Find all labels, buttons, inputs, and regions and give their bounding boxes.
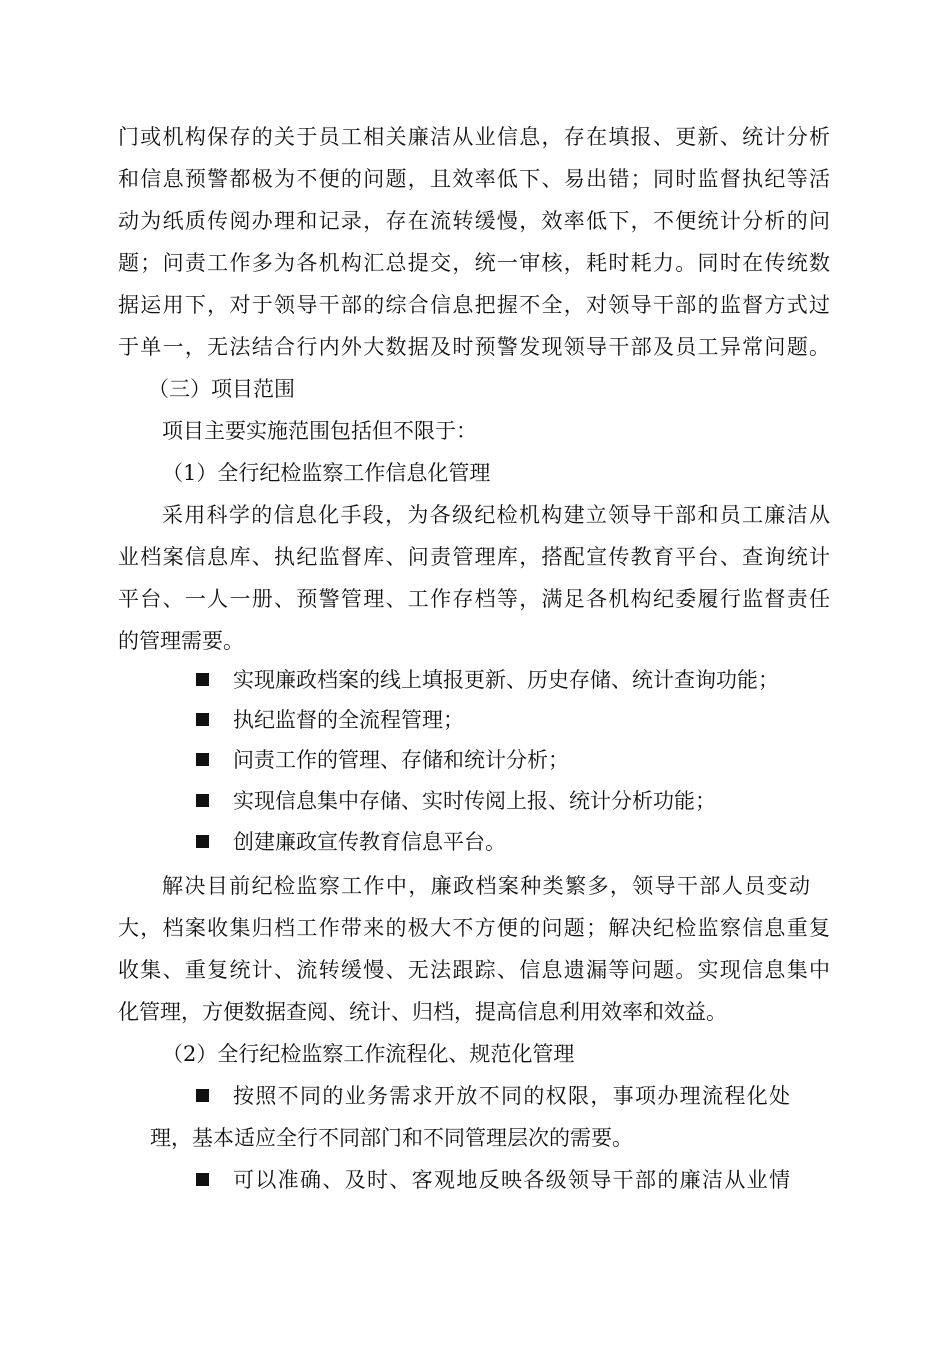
bullet-item: 按照不同的业务需求开放不同的权限，事项办理流程化处 — [233, 1084, 790, 1108]
paragraph-line: 题；问责工作多为各机构汇总提交，统一审核，耗时耗力。同时在传统数 — [118, 251, 830, 275]
scope-intro: 项目主要实施范围包括但不限于： — [162, 419, 477, 443]
item-heading: （1）全行纪检监察工作信息化管理 — [162, 461, 491, 485]
bullet-item: 创建廉政宣传教育信息平台。 — [233, 830, 506, 854]
paragraph-line: 的管理需要。 — [118, 629, 244, 653]
section-heading: （三）项目范围 — [148, 377, 295, 401]
bullet-item: 问责工作的管理、存储和统计分析； — [233, 748, 569, 772]
paragraph-line: 于单一，无法结合行内外大数据及时预警发现领导干部及员工异常问题。 — [118, 335, 830, 359]
square-bullet-icon — [196, 835, 209, 848]
square-bullet-icon — [196, 1089, 209, 1102]
bullet-item: 实现廉政档案的线上填报更新、历史存储、统计查询功能； — [233, 668, 779, 692]
paragraph-line: 据运用下，对于领导干部的综合信息把握不全，对领导干部的监督方式过 — [118, 293, 830, 317]
paragraph-line: 平台、一人一册、预警管理、工作存档等，满足各机构纪委履行监督责任 — [118, 587, 830, 611]
square-bullet-icon — [196, 673, 209, 686]
square-bullet-icon — [196, 794, 209, 807]
paragraph-line: 和信息预警都极为不便的问题，且效率低下、易出错；同时监督执纪等活 — [118, 167, 830, 191]
paragraph-line: 解决目前纪检监察工作中，廉政档案种类繁多，领导干部人员变动 — [162, 874, 810, 898]
paragraph-line: 化管理，方便数据查阅、统计、归档，提高信息利用效率和效益。 — [118, 1000, 727, 1024]
item-heading: （2）全行纪检监察工作流程化、规范化管理 — [162, 1042, 575, 1066]
square-bullet-icon — [196, 1173, 209, 1186]
square-bullet-icon — [196, 753, 209, 766]
bullet-item: 可以准确、及时、客观地反映各级领导干部的廉洁从业情 — [233, 1168, 790, 1192]
paragraph-line: 大，档案收集归档工作带来的极大不方便的问题；解决纪检监察信息重复 — [118, 916, 830, 940]
bullet-item: 执纪监督的全流程管理； — [233, 708, 464, 732]
paragraph-line: 门或机构保存的关于员工相关廉洁从业信息，存在填报、更新、统计分析 — [118, 125, 830, 149]
bullet-item: 实现信息集中存储、实时传阅上报、统计分析功能； — [233, 789, 716, 813]
paragraph-line: 业档案信息库、执纪监督库、问责管理库，搭配宣传教育平台、查询统计 — [118, 545, 830, 569]
paragraph-line: 采用科学的信息化手段，为各级纪检机构建立领导干部和员工廉洁从 — [162, 503, 830, 527]
paragraph-line: 动为纸质传阅办理和记录，存在流转缓慢，效率低下，不便统计分析的问 — [118, 209, 830, 233]
paragraph-line: 收集、重复统计、流转缓慢、无法跟踪、信息遗漏等问题。实现信息集中 — [118, 958, 830, 982]
bullet-item-continuation: 理，基本适应全行不同部门和不同管理层次的需要。 — [150, 1126, 633, 1150]
square-bullet-icon — [196, 713, 209, 726]
